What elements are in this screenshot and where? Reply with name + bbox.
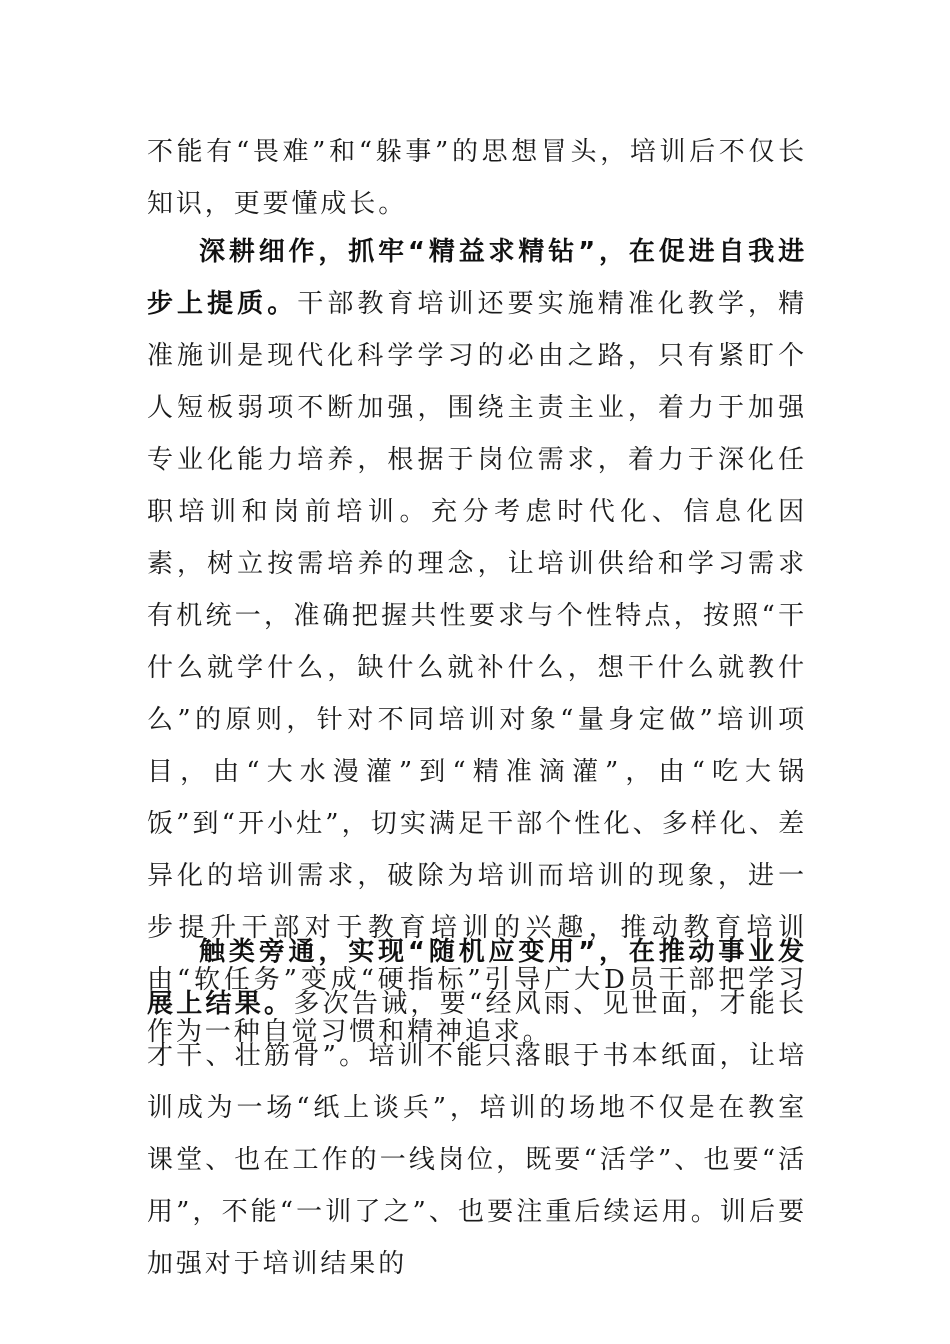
paragraph-body: 不能有“畏难”和“躲事”的思想冒头，培训后不仅长知识，更要懂成长。 [147,137,807,219]
paragraph-lead-heading: 深耕细作，抓牢“精益求精钻”，在促进自我进步上提质。 [147,237,807,319]
paragraph-flexible-application [147,926,807,1290]
paragraph-lead-heading: 触类旁通，实现“随机应变用”，在推动事业发展上结果。 [147,937,807,1019]
paragraph-continuation [147,126,807,230]
paragraph-body: 干部教育培训还要实施精准化教学，精准施训是现代化科学学习的必由之路，只有紧盯个人短板弱项不断加强，围绕主责主业，着力于加强专业化能力培养，根据于岗位需求，着力于深化任职培训和岗前培训。充分考虑时代化、信息化因素，树立按需培养的理念，让培训供给和学习需求有机统一，准确把握共性要求与个性特点，按照“干什么就学什么，缺什么就补什么，想干什么就教什么”的原则，针对不同培训对象“量身定做”培训项目，由“大水漫灌”到“精准滴灌”，由“吃大锅饭”到“开小灶”，切实满足干部个性化、多样化、差异化的培训需求，破除为培训而培训的现象，进一步提升干部对于教育培训的兴趣，推动教育培训由“软任务”变成“硬指标”引导广大D员干部把学习作为一种自觉习惯和精神追求。 [147,289,807,1047]
paragraph-body: 多次告诫，要“经风雨、见世面，才能长才干、壮筋骨”。培训不能只落眼于书本纸面，让培训成为一场“纸上谈兵”，培训的场地不仅是在教室课堂、也在工作的一线岗位，既要“活学”、也要“活用”，不能“一训了之”、也要注重后续运用。训后要加强对于培训结果的 [147,989,807,1279]
paragraph-text [147,926,807,1290]
